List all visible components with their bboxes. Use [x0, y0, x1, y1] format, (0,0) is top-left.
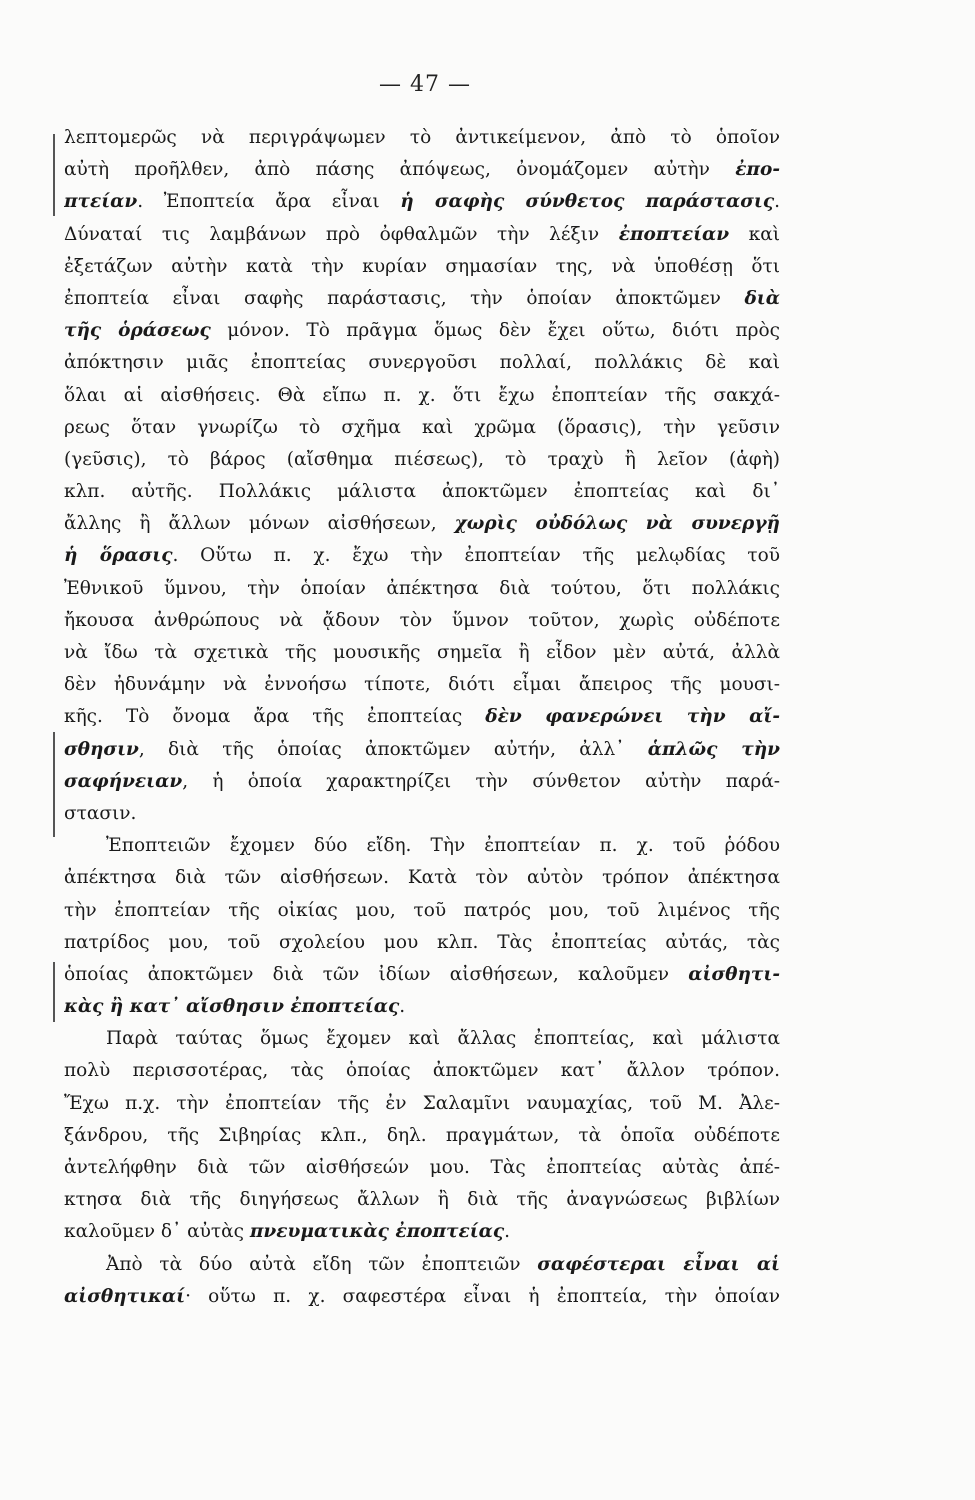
emphasized-text: σαφέστεραι εἶναι αἱ: [537, 1253, 780, 1275]
text-segment: μόνον. Τὸ πρᾶγμα ὅμως δὲν ἔχει οὕτω, διότι πρὸς: [210, 320, 780, 342]
text-line: [64, 444, 780, 476]
text-segment: καλοῦμεν δ᾽ αὐτὰς: [64, 1221, 250, 1243]
text-line: [64, 154, 780, 186]
body-text: [64, 122, 780, 1313]
text-segment: ἐξετάζων αὐτὴν κατὰ τὴν κυρίαν σημασίαν της, νὰ ὑποθέσῃ ὅτι: [64, 255, 780, 277]
text-line: [64, 1055, 780, 1087]
text-segment: (γεῦσις), τὸ βάρος (αἴσθημα πιέσεως), τὸ τραχὺ ἢ λεῖον (ἁφὴ): [64, 448, 780, 470]
emphasized-text: πνευματικὰς ἐποπτείας: [249, 1221, 505, 1243]
text-segment: .: [399, 996, 406, 1018]
text-segment: κλπ. αὐτῆς. Πολλάκις μάλιστα ἀποκτῶμεν ἐποπτείας καὶ δι᾽: [64, 481, 780, 503]
text-segment: ἀντελήφθην διὰ τῶν αἰσθήσεών μου. Τὰς ἐποπτείας αὐτὰς ἀπέ-: [64, 1157, 780, 1178]
text-segment: ἄλλης ἢ ἄλλων μόνων αἰσθήσεων,: [64, 513, 455, 535]
text-line: [64, 862, 780, 894]
text-segment: ὅλαι αἱ αἰσθήσεις. Θὰ εἴπω π. χ. ὅτι ἔχω ἐποπτείαν τῆς σακχά-: [64, 384, 780, 406]
text-line: [64, 766, 780, 798]
text-line: [64, 959, 780, 991]
text-line: [64, 1120, 780, 1152]
emphasized-text: αἰσθητικαί: [64, 1285, 186, 1307]
emphasized-text: δὲν φανερώνει τὴν αἴ-: [485, 706, 780, 728]
text-segment: κτησα διὰ τῆς διηγήσεως ἄλλων ἢ διὰ τῆς ἀναγνώσεως βιβλίων: [64, 1189, 780, 1211]
text-segment: Δύναταί τις λαμβάνων πρὸ ὀφθαλμῶν τὴν λέξιν: [64, 223, 619, 245]
margin-mark: [53, 134, 55, 216]
text-line: [64, 1281, 780, 1313]
text-line: [64, 540, 780, 572]
text-segment: , διὰ τῆς ὁποίας ἀποκτῶμεν αὐτήν, ἀλλ᾽: [138, 738, 648, 760]
text-line: [64, 605, 780, 637]
text-line: [64, 1088, 780, 1120]
emphasized-text: πτείαν: [64, 191, 138, 213]
text-line: [64, 476, 780, 508]
text-line: [64, 927, 780, 959]
text-line: [64, 637, 780, 669]
text-line: [64, 380, 780, 412]
emphasized-text: διὰ: [744, 287, 780, 309]
text-line: [64, 895, 780, 927]
emphasized-text: χωρὶς οὐδόλως νὰ συνεργῇ: [454, 513, 780, 535]
text-segment: ρεως ὅταν γνωρίζω τὸ σχῆμα καὶ χρῶμα (ὅρασις), τὴν γεῦσιν: [64, 416, 780, 438]
emphasized-text: ἐποπτείαν: [618, 223, 730, 245]
text-line: [64, 1184, 780, 1216]
emphasized-text: αἰσθητι-: [688, 963, 780, 985]
text-segment: κῆς. Τὸ ὄνομα ἄρα τῆς ἐποπτείας: [64, 706, 486, 728]
text-line: [64, 734, 780, 766]
text-line: [64, 1152, 780, 1184]
text-segment: στασιν.: [64, 802, 137, 824]
text-segment: καὶ: [729, 223, 780, 245]
text-segment: ὁποίας ἀποκτῶμεν διὰ τῶν ἰδίων αἰσθήσεων, καλοῦμεν: [64, 963, 689, 985]
text-segment: .: [504, 1221, 511, 1243]
text-segment: ξάνδρου, τῆς Σιβηρίας κλπ., δηλ. πραγμάτων, τὰ ὁποῖα οὐδέποτε: [64, 1124, 780, 1146]
emphasized-text: ἁπλῶς τὴν: [647, 738, 780, 760]
text-segment: δὲν ἠδυνάμην νὰ ἐννοήσω τίποτε, διότι εἶμαι ἄπειρος τῆς μουσι-: [64, 674, 780, 696]
text-line: [64, 347, 780, 379]
margin-mark: [53, 962, 55, 1022]
text-segment: . Οὕτω π. χ. ἔχω τὴν ἐποπτείαν τῆς μελῳδίας τοῦ: [172, 545, 780, 567]
text-segment: λεπτομερῶς νὰ περιγράψωμεν τὸ ἀντικείμενον, ἀπὸ τὸ ὁποῖον: [64, 127, 780, 148]
emphasized-text: ἐπο-: [735, 159, 780, 181]
text-line: [64, 573, 780, 605]
margin-mark: [53, 732, 55, 837]
emphasized-text: ἡ σαφὴς σύνθετος παράστασις: [400, 191, 775, 213]
text-segment: αὐτὴ προῆλθεν, ἀπὸ πάσης ἀπόψεως, ὀνομάζομεν αὐτὴν: [64, 159, 736, 181]
text-segment: ἐποπτεία εἶναι σαφὴς παράστασις, τὴν ὁποίαν ἀποκτῶμεν: [64, 287, 745, 309]
text-line: [64, 122, 780, 154]
text-segment: πολὺ περισσοτέρας, τὰς ὁποίας ἀποκτῶμεν κατ᾽ ἄλλον τρόπον.: [64, 1060, 780, 1082]
emphasized-text: τῆς ὁράσεως: [64, 320, 211, 342]
text-line: [64, 412, 780, 444]
text-line: [64, 283, 780, 315]
text-line: [64, 1023, 780, 1055]
text-segment: .: [774, 191, 780, 213]
text-line: [64, 1249, 780, 1281]
text-line: [64, 219, 780, 251]
text-segment: . Ἐποπτεία ἄρα εἶναι: [137, 191, 401, 213]
emphasized-text: κὰς ἢ κατ᾽ αἴσθησιν ἐποπτείας: [64, 996, 400, 1018]
text-segment: νὰ ἴδω τὰ σχετικὰ τῆς μουσικῆς σημεῖα ἢ εἶδον μὲν αὐτά, ἀλλὰ: [64, 642, 780, 663]
text-line: [64, 1216, 780, 1248]
text-segment: · οὕτω π. χ. σαφεστέρα εἶναι ἡ ἐποπτεία, τὴν ὁποίαν: [185, 1285, 780, 1307]
text-segment: ἀπόκτησιν μιᾶς ἐποπτείας συνεργοῦσι πολλαί, πολλάκις δὲ καὶ: [64, 352, 780, 374]
text-line: [64, 830, 780, 862]
text-segment: Ἀπὸ τὰ δύο αὐτὰ εἴδη τῶν ἐποπτειῶν: [106, 1253, 538, 1275]
text-line: [64, 798, 780, 830]
text-line: [64, 701, 780, 733]
text-segment: , ἡ ὁποία χαρακτηρίζει τὴν σύνθετον αὐτὴν παρά-: [182, 770, 780, 792]
text-line: [64, 315, 780, 347]
text-line: [64, 508, 780, 540]
text-segment: πατρίδος μου, τοῦ σχολείου μου κλπ. Τὰς ἐποπτείας αὐτάς, τὰς: [64, 931, 780, 953]
page-number: — 47 —: [379, 72, 471, 97]
text-segment: Ἐποπτειῶν ἔχομεν δύο εἴδη. Τὴν ἐποπτείαν π. χ. τοῦ ῥόδου: [106, 835, 780, 857]
text-segment: ἤκουσα ἀνθρώπους νὰ ᾄδουν τὸν ὕμνον τοῦτον, χωρὶς οὐδέποτε: [64, 609, 780, 631]
text-segment: Ἔχω π.χ. τὴν ἐποπτείαν τῆς ἐν Σαλαμῖνι ναυμαχίας, τοῦ Μ. Ἀλε-: [64, 1092, 780, 1114]
text-segment: τὴν ἐποπτείαν τῆς οἰκίας μου, τοῦ πατρός μου, τοῦ λιμένος τῆς: [64, 899, 780, 921]
text-line: [64, 991, 780, 1023]
text-segment: Ἐθνικοῦ ὕμνου, τὴν ὁποίαν ἀπέκτησα διὰ τούτου, ὅτι πολλάκις: [64, 577, 780, 599]
emphasized-text: σθησιν: [64, 738, 139, 760]
emphasized-text: ἡ ὅρασις: [64, 545, 173, 567]
text-line: [64, 186, 780, 218]
text-line: [64, 251, 780, 283]
text-segment: ἀπέκτησα διὰ τῶν αἰσθήσεων. Κατὰ τὸν αὐτὸν τρόπον ἀπέκτησα: [64, 867, 780, 889]
text-segment: Παρὰ ταύτας ὅμως ἔχομεν καὶ ἄλλας ἐποπτείας, καὶ μάλιστα: [106, 1028, 780, 1050]
emphasized-text: σαφήνειαν: [64, 770, 183, 792]
text-line: [64, 669, 780, 701]
